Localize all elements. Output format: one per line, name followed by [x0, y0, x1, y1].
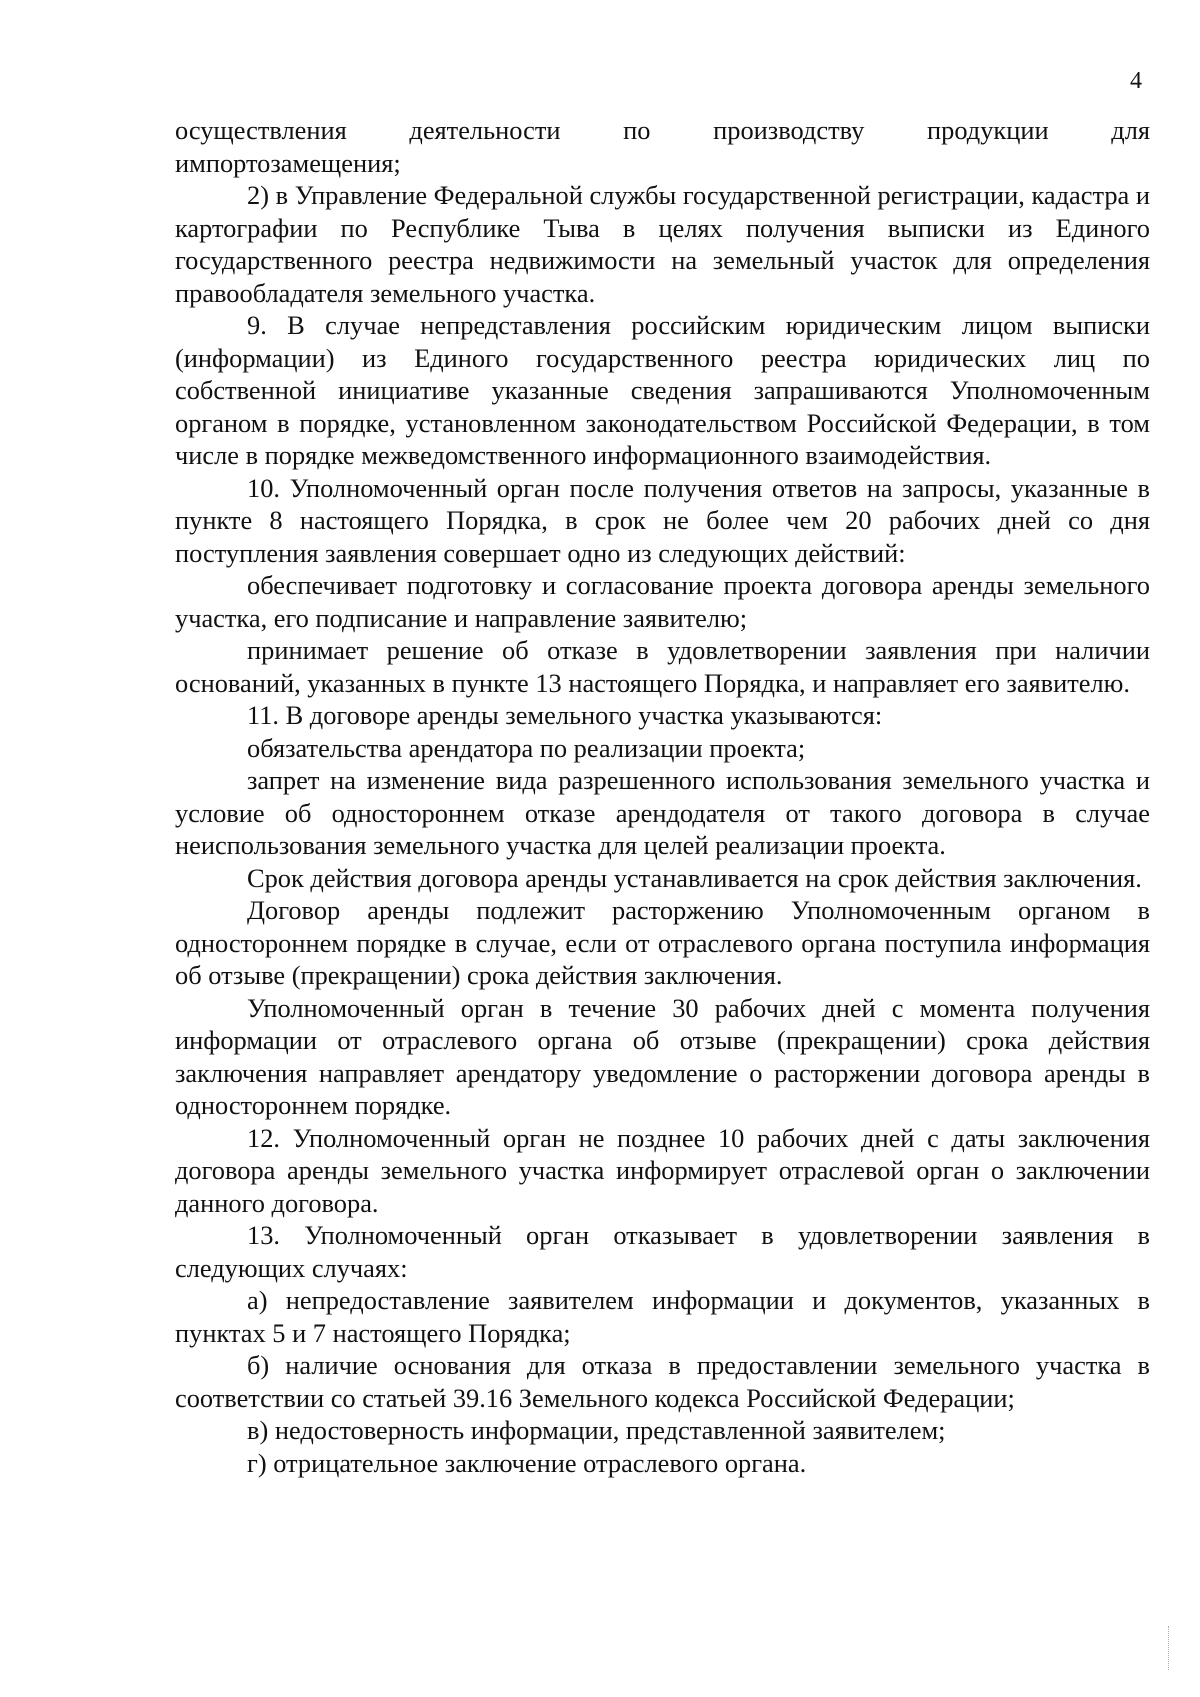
paragraph-clause-13-a: а) непредоставление заявителем информации и документов, указанных в пунктах 5 и 7 настоящего Порядка; — [175, 1285, 1150, 1348]
margin-scan-mark — [1168, 1626, 1175, 1670]
paragraph-clause-13-b: б) наличие основания для отказа в предоставлении земельного участка в соответствии со статьей 39.16 Земельного кодекса Российской Федерации; — [175, 1350, 1150, 1413]
paragraph-clause-13-v: в) недостоверность информации, представленной заявителем; — [247, 1415, 946, 1445]
paragraph-lease-termination: Договор аренды подлежит расторжению Уполномоченным органом в одностороннем порядке в случае, если от отраслевого органа поступила информация об отзыве (прекращении) срока действия заключения. — [175, 895, 1150, 990]
paragraph-clause-13: 13. Уполномоченный орган отказывает в удовлетворении заявления в следующих случаях: — [175, 1220, 1150, 1283]
paragraph-clause-10: 10. Уполномоченный орган после получения ответов на запросы, указанные в пункте 8 настоящего Порядка, в срок не более чем 20 рабочих дней со дня поступления заявления совершает одно из следующих действий: — [175, 472, 1150, 568]
paragraph-clause-11: 11. В договоре аренды земельного участка указываются: — [247, 700, 883, 730]
paragraph-clause-12: 12. Уполномоченный орган не позднее 10 рабочих дней с даты заключения договора аренды земельного участка информирует отраслевой орган о заключении данного договора. — [175, 1122, 1150, 1218]
paragraph-lease-term: Срок действия договора аренды устанавливается на срок действия заключения. — [247, 862, 1142, 893]
paragraph-clause-10-action-2: принимает решение об отказе в удовлетворении заявления при наличии оснований, указанных в пункте 13 настоящего Порядка, и направляет его заявителю. — [175, 635, 1150, 698]
paragraph-clause-9: 9. В случае непредставления российским юридическим лицом выписки (информации) из Единого государственного реестра юридических лиц по собственной инициативе указанные сведения запрашиваются Уполномоченным органом в порядке, установленном законодательством Российской Федерации, в том числе в порядке межведомственного информационного взаимодействия. — [175, 310, 1150, 470]
paragraph-item-2-rosreestr: 2) в Управление Федеральной службы государственной регистрации, кадастра и картографии по Республике Тыва в целях получения выписки из Единого государственного реестра недвижимости на земельный участок для определения правообладателя земельного участка. — [175, 180, 1150, 308]
paragraph-termination-notice: Уполномоченный орган в течение 30 рабочих дней с момента получения информации от отраслевого органа об отзыве (прекращении) срока действия заключения направляет арендатору уведомление о расторжении договора аренды в одностороннем порядке. — [175, 992, 1150, 1120]
document-body — [175, 114, 1150, 1479]
page-number: 4 — [1130, 68, 1142, 94]
paragraph-clause-10-action-1: обеспечивает подготовку и согласование проекта договора аренды земельного участка, его подписание и направление заявителю; — [175, 570, 1150, 633]
paragraph-continuation-end: импортозамещения; — [175, 147, 401, 178]
paragraph-continuation-line: осуществления деятельности по производству продукции для — [175, 115, 1150, 145]
paragraph-clause-11-prohibition: запрет на изменение вида разрешенного использования земельного участка и условие об одностороннем отказе арендодателя от такого договора в случае неиспользования земельного участка для целей реализации проекта. — [175, 765, 1150, 860]
paragraph-clause-11-obligations: обязательства арендатора по реализации проекта; — [247, 732, 806, 763]
paragraph-clause-13-g: г) отрицательное заключение отраслевого органа. — [247, 1447, 807, 1478]
